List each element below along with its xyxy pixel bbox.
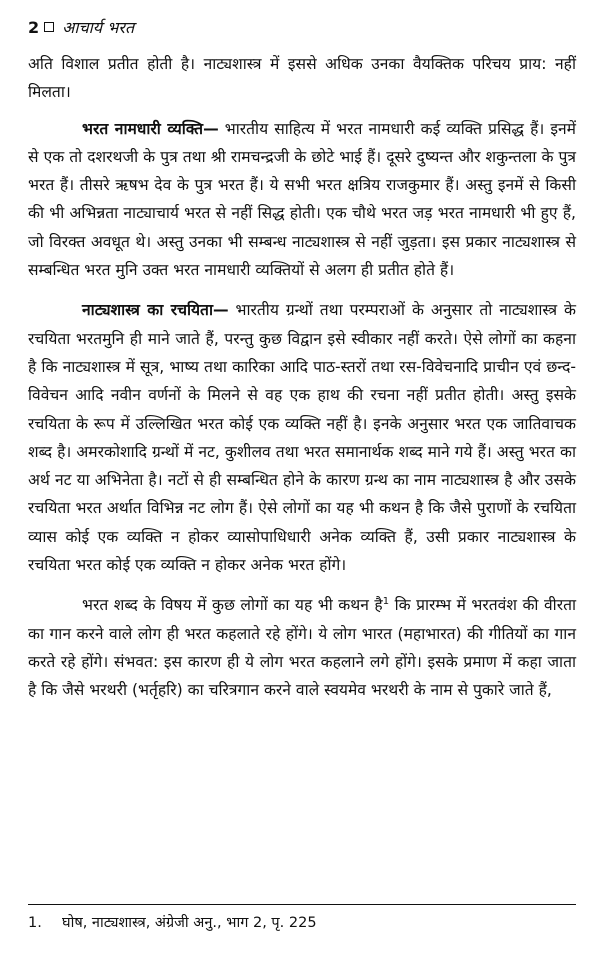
paragraph-text-continued: कि प्रारम्भ में भरतवंश की वीरता का गान करने वाले लोग ही भरत कहलाते रहे होंगे। ये लोग भारत (महाभारत) की गीतियों का गान करते रहे होंगे। संभवत: इस कारण ही ये लोग भरत कहलाने लगे होंगे। इसके प्रमाण में कहा जाता है कि जैसे भरथरी (भर्तृहरि) का चरित्रगान करने वाले स्वयमेव भरथरी के नाम से पुकारे जाते हैं,	[28, 596, 577, 700]
paragraph-text: अति विशाल प्रतीत होती है। नाट्यशास्त्र में इससे अधिक उनका वैयक्तिक परिचय प्राय: नहीं मिलता।	[28, 55, 576, 102]
square-box-icon	[44, 22, 54, 32]
page-number: 2	[28, 17, 40, 37]
paragraph-intro	[28, 50, 576, 107]
footnote-text: घोष, नाट्यशास्त्र, अंग्रेजी अनु., भाग 2, पृ. 225	[62, 915, 317, 931]
paragraph-natyashastra-author	[28, 296, 576, 579]
paragraph-bharat-word	[28, 591, 576, 704]
footnote-reference[interactable]: 1	[382, 596, 390, 608]
paragraph-bharat-namesakes	[28, 115, 576, 285]
running-title: आचार्य भरत	[62, 18, 135, 37]
footnote-item	[28, 912, 317, 934]
footnote-marker: 1.	[28, 915, 42, 931]
book-page	[28, 14, 576, 944]
paragraph-text: भारतीय ग्रन्थों तथा परम्पराओं के अनुसार तो नाट्यशास्त्र के रचयिता भरतमुनि ही माने जाते हैं, परन्तु कुछ विद्वान इसे स्वीकार नहीं करते। ऐसे लोगों का कहना है कि नाट्यशास्त्र में सूत्र, भाष्य तथा कारिका आदि पाठ-स्तरों तथा रस-विवेचनादि प्राचीन एवं छन्द-विवेचन आदि नवीन वर्णनों के मिलने से वह एक हाथ की रचना नहीं प्रतीत होती। अस्तु इसके रचयिता के रूप में उल्लिखित भरत कोई एक व्यक्ति नहीं है। इनके अनुसार भरत एक जातिवाचक शब्द है। अमरकोशादि ग्रन्थों में नट, कुशीलव तथा भरत समानार्थक शब्द माने गये हैं। अस्तु भरत का अर्थ नट या अभिनेता है। नटों से ही सम्बन्धित होने के कारण ग्रन्थ का नाम नाट्यशास्त्र है और उसके रचयिता भरत अर्थात विभिन्न नट लोग हैं। ऐसे लोगों का यह भी कथन है कि जैसे पुराणों के रचयिता व्यास कोई एक व्यक्ति न होकर व्यासोपाधिधारी अनेक व्यक्ति हैं, उसी प्रकार नाट्यशास्त्र के रचयिता भरत कोई एक व्यक्ति न होकर अनेक भरत होंगे।	[28, 301, 576, 575]
running-header	[28, 14, 576, 40]
paragraph-heading: भरत नामधारी व्यक्ति—	[82, 119, 219, 138]
paragraph-heading: नाट्यशास्त्र का रचयिता—	[82, 301, 229, 320]
footnote-divider	[28, 904, 576, 905]
paragraph-text: भरत शब्द के विषय में कुछ लोगों का यह भी कथन है	[82, 596, 383, 615]
paragraph-text: भारतीय साहित्य में भरत नामधारी कई व्यक्ति प्रसिद्ध हैं। इनमें से एक तो दशरथजी के पुत्र तथा श्री रामचन्द्रजी के छोटे भाई हैं। दूसरे दुष्यन्त और शकुन्तला के पुत्र भरत हैं। तीसरे ऋषभ देव के पुत्र भरत हैं। ये सभी भरत क्षत्रिय राजकुमार हैं। अस्तु इनमें से किसी की भी अभिन्नता नाट्याचार्य भरत से नहीं सिद्ध होती। एक चौथे भरत जड़ भरत नामधारी भी हुए हैं, जो विरक्त अवधूत थे। अस्तु उनका भी सम्बन्ध नाट्यशास्त्र से नहीं जुड़ता। इस प्रकार नाट्यशास्त्र से सम्बन्धित भरत मुनि उक्त भरत नामधारी व्यक्तियों से अलग ही प्रतीत होते हैं।	[28, 119, 576, 280]
